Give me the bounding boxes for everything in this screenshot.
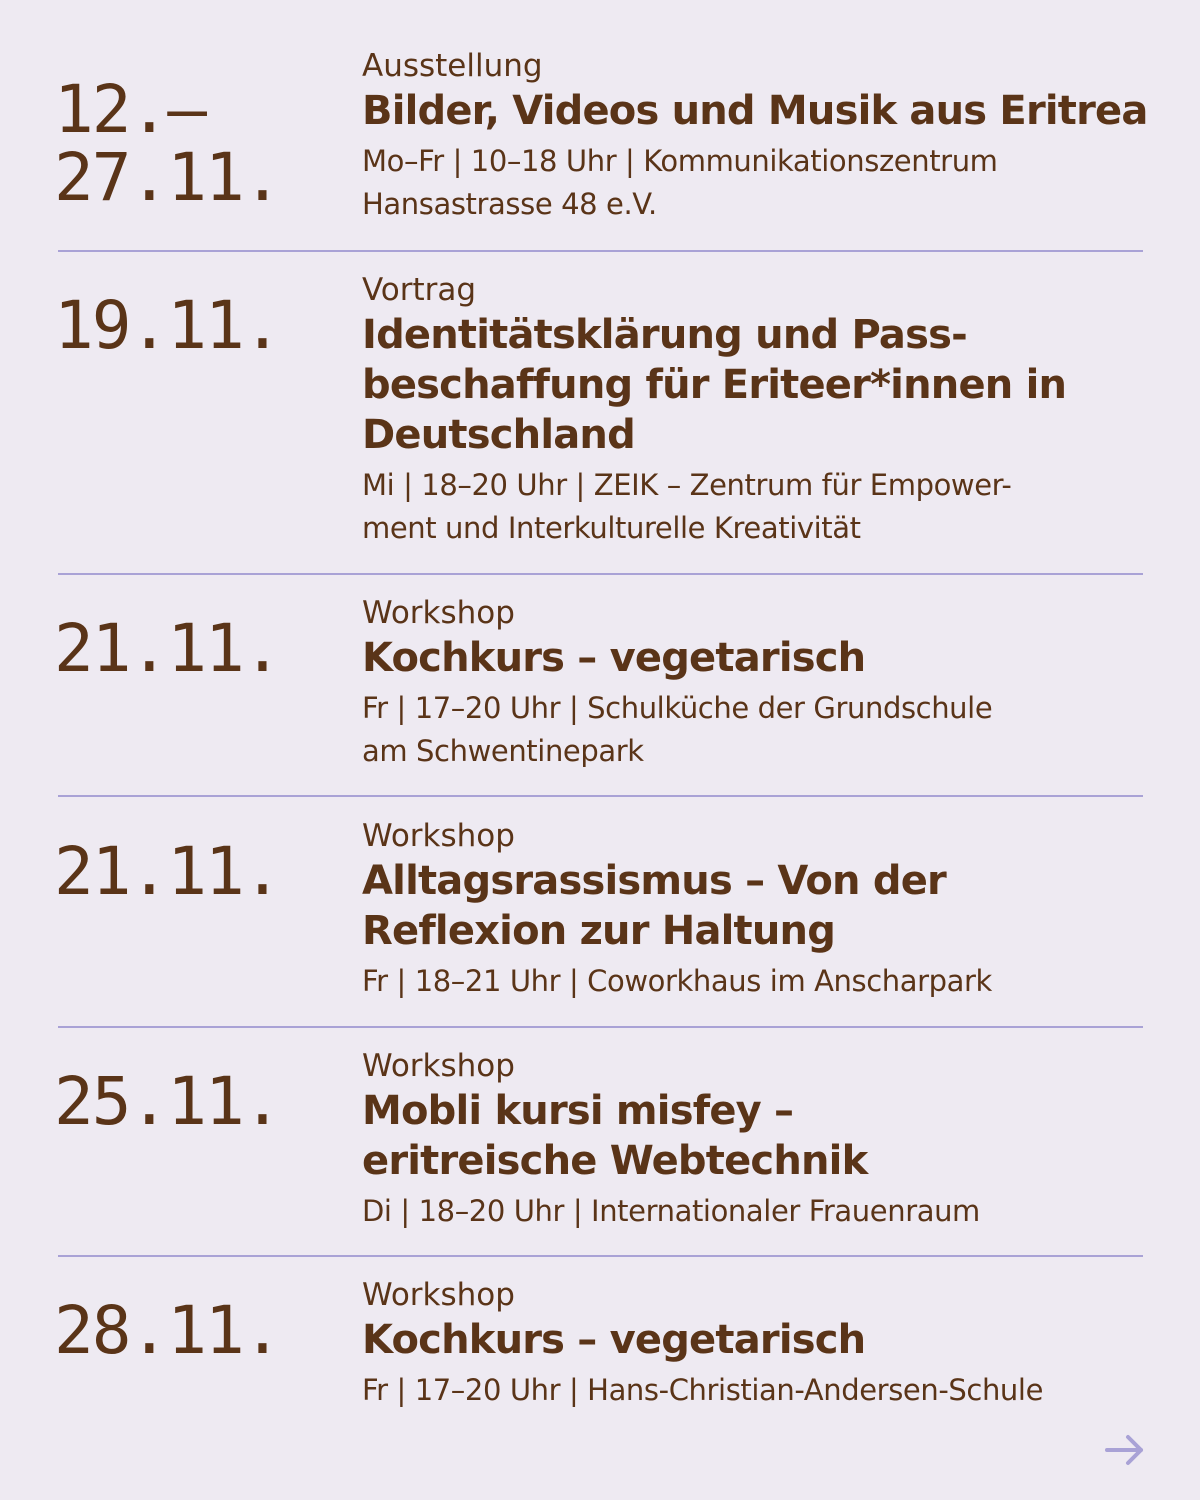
divider [58, 795, 1143, 797]
event-category: Vortrag [362, 272, 477, 308]
event-title: Bilder, Videos und Musik aus Eritrea [362, 88, 1148, 134]
event-title: Kochkurs – vegetarisch [362, 635, 866, 681]
event-date: 21.11. [54, 833, 281, 910]
event-details: Fr | 17–20 Uhr | Hans-Christian-Andersen-Schule [362, 1373, 1044, 1407]
event-details: Di | 18–20 Uhr | Internationaler Frauenraum [362, 1194, 980, 1228]
event-category: Workshop [362, 818, 515, 854]
event-category: Ausstellung [362, 48, 543, 84]
event-details: Fr | 17–20 Uhr | Schulküche der Grundschule am Schwentinepark [362, 691, 993, 768]
event-title: Kochkurs – vegetarisch [362, 1317, 866, 1363]
divider [58, 250, 1143, 252]
event-details: Mi | 18–20 Uhr | ZEIK – Zentrum für Empower- ment und Interkulturelle Kreativität [362, 468, 1012, 545]
event-date: 19.11. [54, 287, 281, 364]
divider [58, 1255, 1143, 1257]
event-date: 21.11. [54, 610, 281, 687]
event-content [362, 595, 1162, 773]
event-title: Mobli kursi misfey – eritreische Webtechnik [362, 1088, 868, 1184]
divider [58, 1026, 1143, 1028]
event-title: Identitätsklärung und Pass- beschaffung für Eriteer*innen in Deutschland [362, 312, 1067, 458]
event-content [362, 1048, 1162, 1233]
event-title: Alltagsrassismus – Von der Reflexion zur Haltung [362, 858, 946, 954]
event-content [362, 272, 1162, 550]
event-category: Workshop [362, 1048, 515, 1084]
event-date: 25.11. [54, 1063, 281, 1140]
event-content [362, 818, 1162, 1003]
event-date: 28.11. [54, 1292, 281, 1369]
event-details: Fr | 18–21 Uhr | Coworkhaus im Anscharpark [362, 964, 992, 998]
divider [58, 573, 1143, 575]
event-date: 12.– 27.11. [54, 71, 281, 216]
arrow-right-icon[interactable] [1104, 1430, 1146, 1470]
event-details: Mo–Fr | 10–18 Uhr | Kommunikationszentrum Hansastrasse 48 e.V. [362, 144, 998, 221]
event-category: Workshop [362, 595, 515, 631]
event-content [362, 48, 1162, 226]
event-category: Workshop [362, 1277, 515, 1313]
event-content [362, 1277, 1162, 1412]
